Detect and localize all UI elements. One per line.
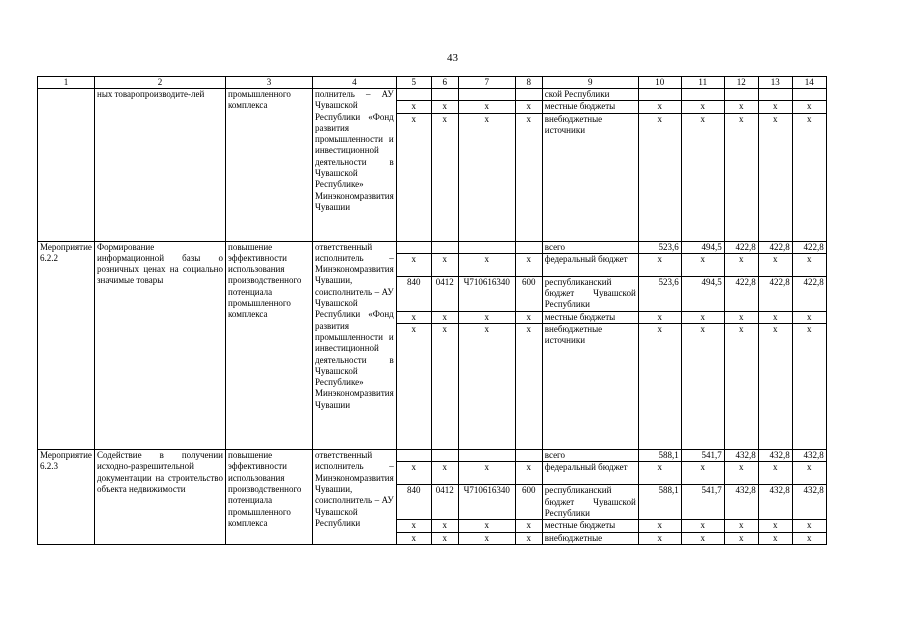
value-cell: х: [792, 324, 826, 450]
code-cell: х: [515, 253, 542, 276]
value-cell: х: [758, 101, 792, 113]
funding-source: местные бюджеты: [542, 520, 638, 532]
code-cell: х: [396, 113, 431, 241]
funding-source: внебюджетные: [542, 532, 638, 544]
code-cell: 840: [396, 485, 431, 520]
activity-goal: повышение эффективности использования производственного потенциала промышленного комплекса: [226, 450, 313, 545]
col-header: 12: [724, 77, 758, 89]
code-cell: х: [396, 101, 431, 113]
code-cell: х: [431, 520, 458, 532]
code-cell: х: [515, 101, 542, 113]
col-header: 14: [792, 77, 826, 89]
value-cell: 432,8: [724, 485, 758, 520]
value-cell: [638, 89, 681, 101]
funding-source: всего: [542, 450, 638, 462]
code-cell: х: [431, 253, 458, 276]
col-header: 13: [758, 77, 792, 89]
activity-goal: повышение эффективности использования производственного потенциала промышленного комплекса: [226, 241, 313, 449]
table-row: [38, 241, 827, 253]
value-cell: [724, 89, 758, 101]
code-cell: х: [431, 113, 458, 241]
activity-description: Формирование информационной базы о розничных ценах на социально значимые товары: [95, 241, 226, 449]
code-cell: [431, 89, 458, 101]
value-cell: 422,8: [792, 276, 826, 311]
code-cell: х: [396, 324, 431, 450]
code-cell: [396, 450, 431, 462]
code-cell: х: [515, 462, 542, 485]
code-cell: Ч710616340: [458, 276, 515, 311]
value-cell: 422,8: [724, 276, 758, 311]
code-cell: х: [431, 311, 458, 323]
value-cell: х: [758, 253, 792, 276]
value-cell: х: [724, 324, 758, 450]
value-cell: 432,8: [792, 450, 826, 462]
value-cell: 494,5: [681, 241, 724, 253]
value-cell: х: [724, 101, 758, 113]
value-cell: х: [724, 520, 758, 532]
value-cell: 432,8: [792, 485, 826, 520]
value-cell: х: [758, 520, 792, 532]
value-cell: х: [638, 101, 681, 113]
funding-source: федеральный бюджет: [542, 462, 638, 485]
value-cell: х: [638, 462, 681, 485]
value-cell: х: [681, 532, 724, 544]
activity-goal: промышленного комплекса: [226, 89, 313, 242]
code-cell: х: [515, 113, 542, 241]
funding-source: внебюджетные источники: [542, 113, 638, 241]
code-cell: х: [515, 324, 542, 450]
code-cell: [431, 450, 458, 462]
table-row: [38, 450, 827, 462]
value-cell: х: [638, 520, 681, 532]
col-header: 7: [458, 77, 515, 89]
value-cell: х: [638, 324, 681, 450]
code-cell: х: [515, 520, 542, 532]
value-cell: 588,1: [638, 485, 681, 520]
funding-source: республиканский бюджет Чувашской Республики: [542, 485, 638, 520]
col-header: 2: [95, 77, 226, 89]
funding-source: федеральный бюджет: [542, 253, 638, 276]
activity-cell: [38, 89, 95, 242]
value-cell: 541,7: [681, 485, 724, 520]
code-cell: 0412: [431, 485, 458, 520]
value-cell: х: [724, 113, 758, 241]
activity-executor: ответственный исполнитель – Минэкономразвития Чувашии, соисполнитель – АУ Чувашской Республики: [313, 450, 397, 545]
code-cell: х: [458, 311, 515, 323]
value-cell: 422,8: [758, 276, 792, 311]
value-cell: 432,8: [758, 450, 792, 462]
table-row: [38, 89, 827, 101]
value-cell: х: [681, 101, 724, 113]
col-header: 1: [38, 77, 95, 89]
code-cell: [396, 89, 431, 101]
funding-source: внебюджетные источники: [542, 324, 638, 450]
code-cell: х: [458, 520, 515, 532]
col-header: 11: [681, 77, 724, 89]
value-cell: х: [638, 113, 681, 241]
col-header: 9: [542, 77, 638, 89]
col-header: 8: [515, 77, 542, 89]
value-cell: х: [681, 462, 724, 485]
value-cell: х: [638, 532, 681, 544]
col-header: 6: [431, 77, 458, 89]
value-cell: х: [792, 253, 826, 276]
value-cell: 523,6: [638, 276, 681, 311]
activity-description: ных товаропроизводите-лей: [95, 89, 226, 242]
value-cell: х: [792, 311, 826, 323]
value-cell: х: [724, 253, 758, 276]
code-cell: х: [515, 311, 542, 323]
code-cell: [458, 89, 515, 101]
col-header: 4: [313, 77, 397, 89]
value-cell: х: [758, 324, 792, 450]
value-cell: х: [758, 462, 792, 485]
code-cell: х: [396, 532, 431, 544]
code-cell: 0412: [431, 276, 458, 311]
code-cell: х: [396, 311, 431, 323]
code-cell: [458, 241, 515, 253]
value-cell: х: [724, 462, 758, 485]
code-cell: х: [458, 324, 515, 450]
code-cell: [458, 450, 515, 462]
value-cell: [758, 89, 792, 101]
page-number: 43: [447, 52, 458, 64]
funding-source: местные бюджеты: [542, 101, 638, 113]
value-cell: 588,1: [638, 450, 681, 462]
funding-source: ской Республики: [542, 89, 638, 101]
value-cell: 422,8: [758, 241, 792, 253]
code-cell: 600: [515, 276, 542, 311]
col-header: 3: [226, 77, 313, 89]
value-cell: х: [724, 311, 758, 323]
value-cell: 422,8: [792, 241, 826, 253]
code-cell: х: [396, 520, 431, 532]
code-cell: [515, 241, 542, 253]
value-cell: х: [681, 311, 724, 323]
header-row: [38, 77, 827, 89]
code-cell: х: [431, 324, 458, 450]
code-cell: [515, 450, 542, 462]
activity-description: Содействие в получении исходно-разрешительной документации на строительство объекта недвижимости: [95, 450, 226, 545]
value-cell: х: [792, 520, 826, 532]
activity-name: Мероприятие 6.2.3: [38, 450, 95, 545]
code-cell: Ч710616340: [458, 485, 515, 520]
value-cell: х: [681, 324, 724, 450]
funding-source: местные бюджеты: [542, 311, 638, 323]
code-cell: х: [431, 532, 458, 544]
activity-executor: ответственный исполнитель – Минэкономразвития Чувашии, соисполнитель – АУ Чувашской Республики «Фонд развития промышленности и инвестиционной деятельности в Чувашской Республике» Минэкономразвития Чувашии: [313, 241, 397, 449]
value-cell: х: [792, 532, 826, 544]
code-cell: [515, 89, 542, 101]
value-cell: х: [792, 462, 826, 485]
code-cell: х: [431, 462, 458, 485]
code-cell: 840: [396, 276, 431, 311]
code-cell: [431, 241, 458, 253]
value-cell: [681, 89, 724, 101]
code-cell: х: [396, 462, 431, 485]
value-cell: 541,7: [681, 450, 724, 462]
value-cell: х: [681, 520, 724, 532]
program-table: [37, 76, 827, 545]
code-cell: х: [458, 253, 515, 276]
code-cell: х: [458, 532, 515, 544]
value-cell: х: [758, 311, 792, 323]
value-cell: х: [792, 113, 826, 241]
value-cell: х: [638, 253, 681, 276]
value-cell: х: [681, 253, 724, 276]
col-header: 5: [396, 77, 431, 89]
value-cell: [792, 89, 826, 101]
value-cell: х: [758, 532, 792, 544]
value-cell: х: [681, 113, 724, 241]
activity-executor: полнитель – АУ Чувашской Республики «Фонд развития промышленности и инвестиционной деятельности в Чувашской Республике» Минэкономразвития Чувашии: [313, 89, 397, 242]
value-cell: 432,8: [758, 485, 792, 520]
value-cell: х: [724, 532, 758, 544]
code-cell: х: [515, 532, 542, 544]
value-cell: 432,8: [724, 450, 758, 462]
code-cell: х: [458, 462, 515, 485]
funding-source: всего: [542, 241, 638, 253]
value-cell: х: [758, 113, 792, 241]
code-cell: [396, 241, 431, 253]
col-header: 10: [638, 77, 681, 89]
activity-name: Мероприятие 6.2.2: [38, 241, 95, 449]
code-cell: х: [458, 101, 515, 113]
code-cell: х: [396, 253, 431, 276]
value-cell: 523,6: [638, 241, 681, 253]
code-cell: х: [431, 101, 458, 113]
value-cell: х: [792, 101, 826, 113]
funding-source: республиканский бюджет Чувашской Республики: [542, 276, 638, 311]
value-cell: 494,5: [681, 276, 724, 311]
value-cell: 422,8: [724, 241, 758, 253]
code-cell: х: [458, 113, 515, 241]
value-cell: х: [638, 311, 681, 323]
code-cell: 600: [515, 485, 542, 520]
